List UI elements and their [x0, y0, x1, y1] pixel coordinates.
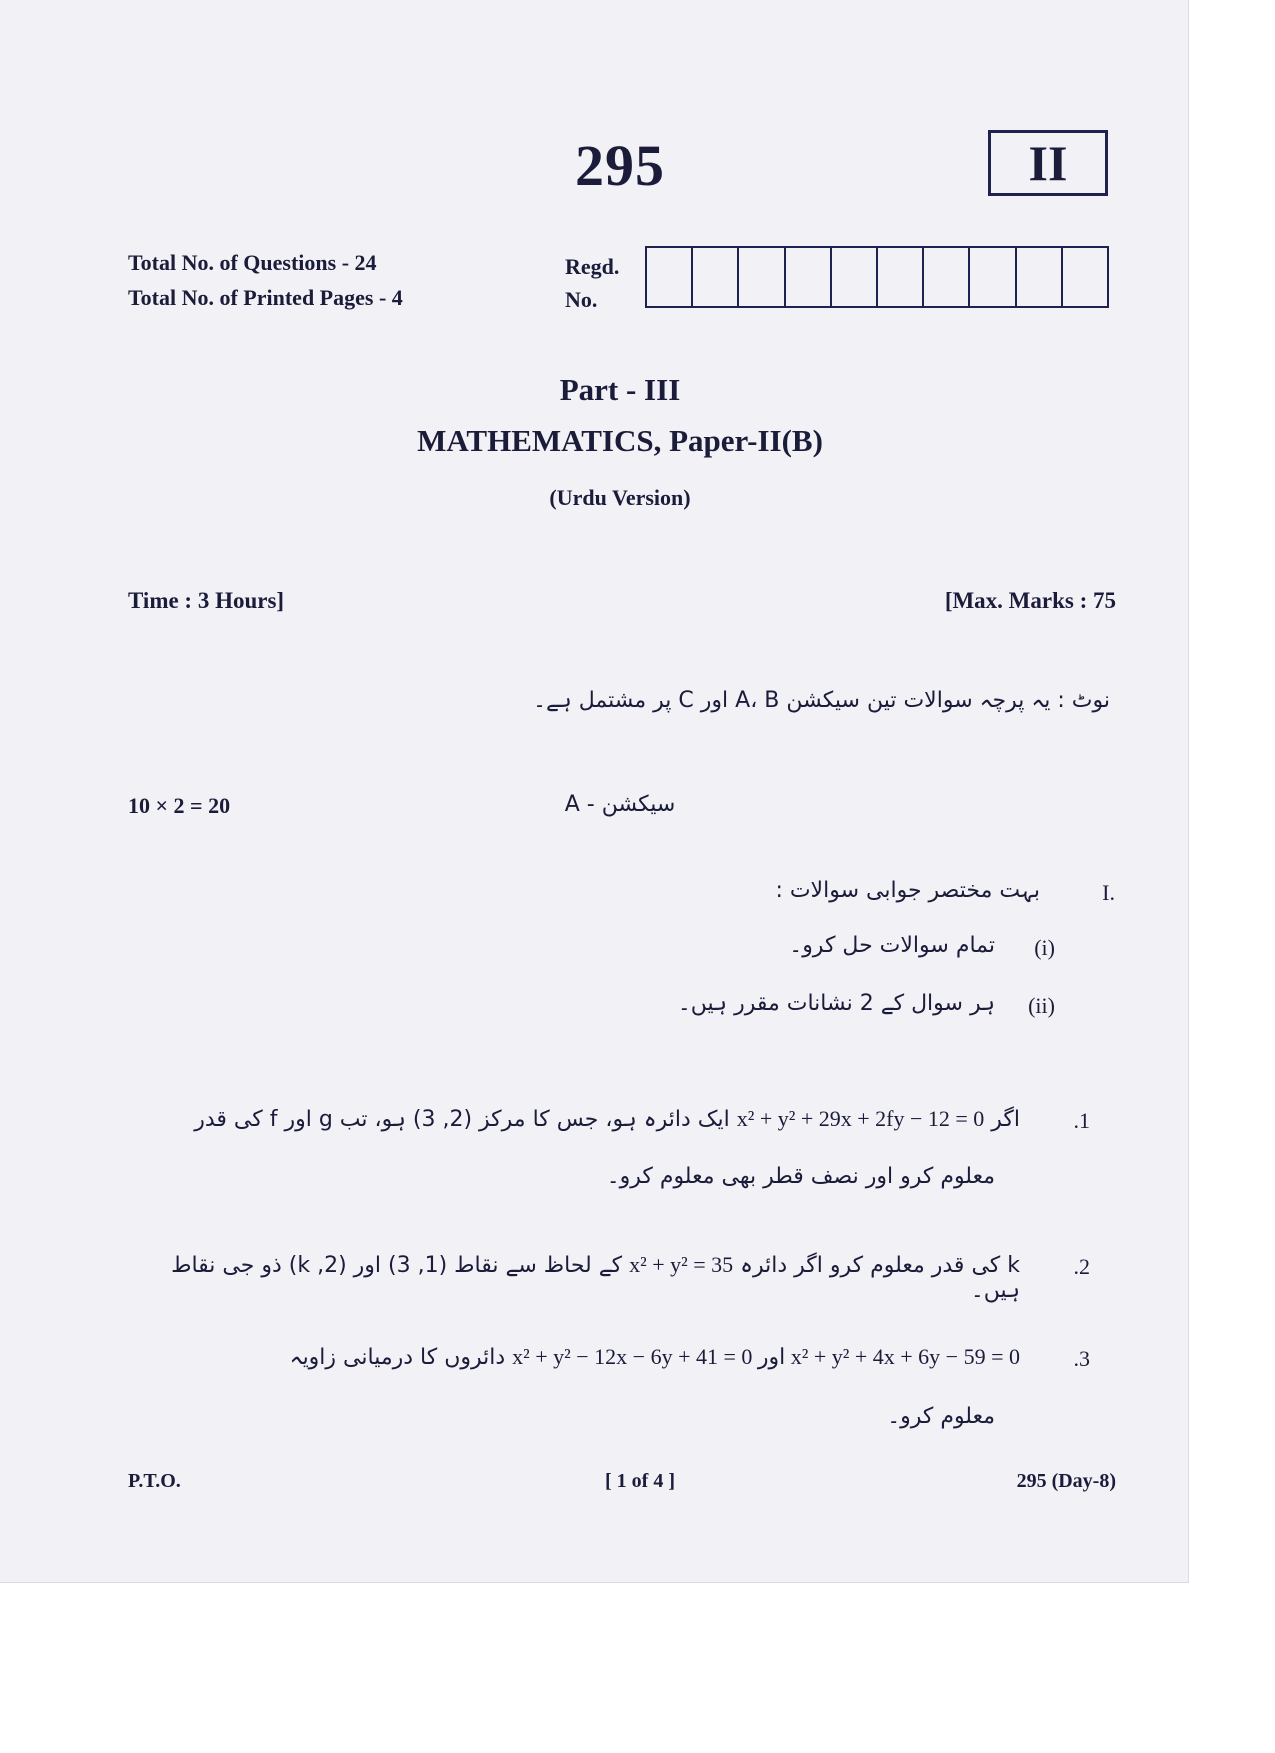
regd-digit-box[interactable]: [924, 248, 970, 306]
question-post: دائروں کا درمیانی زاویہ: [289, 1345, 513, 1370]
instruction-heading: بہت مختصر جوابی سوالات :: [775, 878, 1040, 903]
question-pre: k کی قدر معلوم کرو اگر دائرہ: [733, 1253, 1020, 1278]
regd-digit-box[interactable]: [647, 248, 693, 306]
total-questions: Total No. of Questions - 24: [128, 250, 377, 275]
max-marks-label: [Max. Marks : 75: [944, 588, 1116, 613]
set-badge: [988, 130, 1108, 196]
question-pre: اگر: [984, 1107, 1020, 1132]
version-label: (Urdu Version): [549, 485, 691, 510]
regd-label: [565, 250, 619, 316]
question-text-line2: معلوم کرو۔: [887, 1404, 995, 1429]
question-number: .3: [1073, 1346, 1090, 1371]
question-math: x² + y² − 12x − 6y + 41 = 0 اور x² + y² + 4x + 6y − 59 = 0: [512, 1344, 1020, 1369]
regd-digit-box[interactable]: [878, 248, 924, 306]
question-math: x² + y² + 29x + 2fy − 12 = 0: [736, 1106, 985, 1131]
instruction-item-text: ہر سوال کے 2 نشانات مقرر ہیں۔: [677, 991, 995, 1016]
question-text-line2: معلوم کرو اور نصف قطر بھی معلوم کرو۔: [606, 1164, 995, 1189]
time-label: Time : 3 Hours]: [128, 588, 285, 613]
question-post: ایک دائرہ ہو، جس کا مرکز (2, 3) ہو، تب g اور f کی قدر: [194, 1107, 737, 1132]
regd-digit-box[interactable]: [832, 248, 878, 306]
regd-label-line1: Regd.: [565, 254, 620, 279]
subject-heading: MATHEMATICS, Paper-II(B): [417, 423, 823, 458]
regd-digit-box[interactable]: [693, 248, 739, 306]
question-text: [150, 1344, 1020, 1370]
regd-digit-box[interactable]: [970, 248, 1016, 306]
regd-number-boxes[interactable]: [645, 246, 1109, 308]
footer-paper-day: 295 (Day-8): [1016, 1470, 1116, 1492]
regd-digit-box[interactable]: [739, 248, 785, 306]
regd-digit-box[interactable]: [786, 248, 832, 306]
paper-code: 295: [575, 133, 665, 198]
question-text: [150, 1106, 1020, 1132]
question-math: x² + y² = 35: [629, 1252, 734, 1277]
section-note: نوٹ : یہ پرچہ سوالات تین سیکشن A، B اور C پر مشتمل ہے۔: [533, 688, 1110, 713]
instruction-item-num: (ii): [1028, 993, 1055, 1018]
instruction-item-text: تمام سوالات حل کرو۔: [789, 933, 995, 958]
regd-digit-box[interactable]: [1017, 248, 1063, 306]
question-number: .2: [1073, 1254, 1090, 1279]
question-post: کے لحاظ سے نقاط (1, 3) اور (2, k) ذو جی نقاط ہیں۔: [171, 1253, 1020, 1303]
instruction-item-num: (i): [1034, 935, 1055, 960]
section-marks: 10 × 2 = 20: [128, 793, 231, 818]
footer-pto: P.T.O.: [128, 1470, 181, 1492]
part-heading: Part - III: [559, 372, 681, 407]
footer-page-number: [ 1 of 4 ]: [605, 1470, 675, 1492]
question-number: .1: [1073, 1108, 1090, 1133]
section-title: سیکشن - A: [564, 792, 676, 817]
regd-digit-box[interactable]: [1063, 248, 1107, 306]
question-text: [150, 1252, 1020, 1303]
instruction-number: I.: [1102, 880, 1115, 905]
regd-label-line2: No.: [565, 287, 598, 312]
set-label: II: [1028, 135, 1068, 191]
total-pages: Total No. of Printed Pages - 4: [128, 285, 403, 310]
